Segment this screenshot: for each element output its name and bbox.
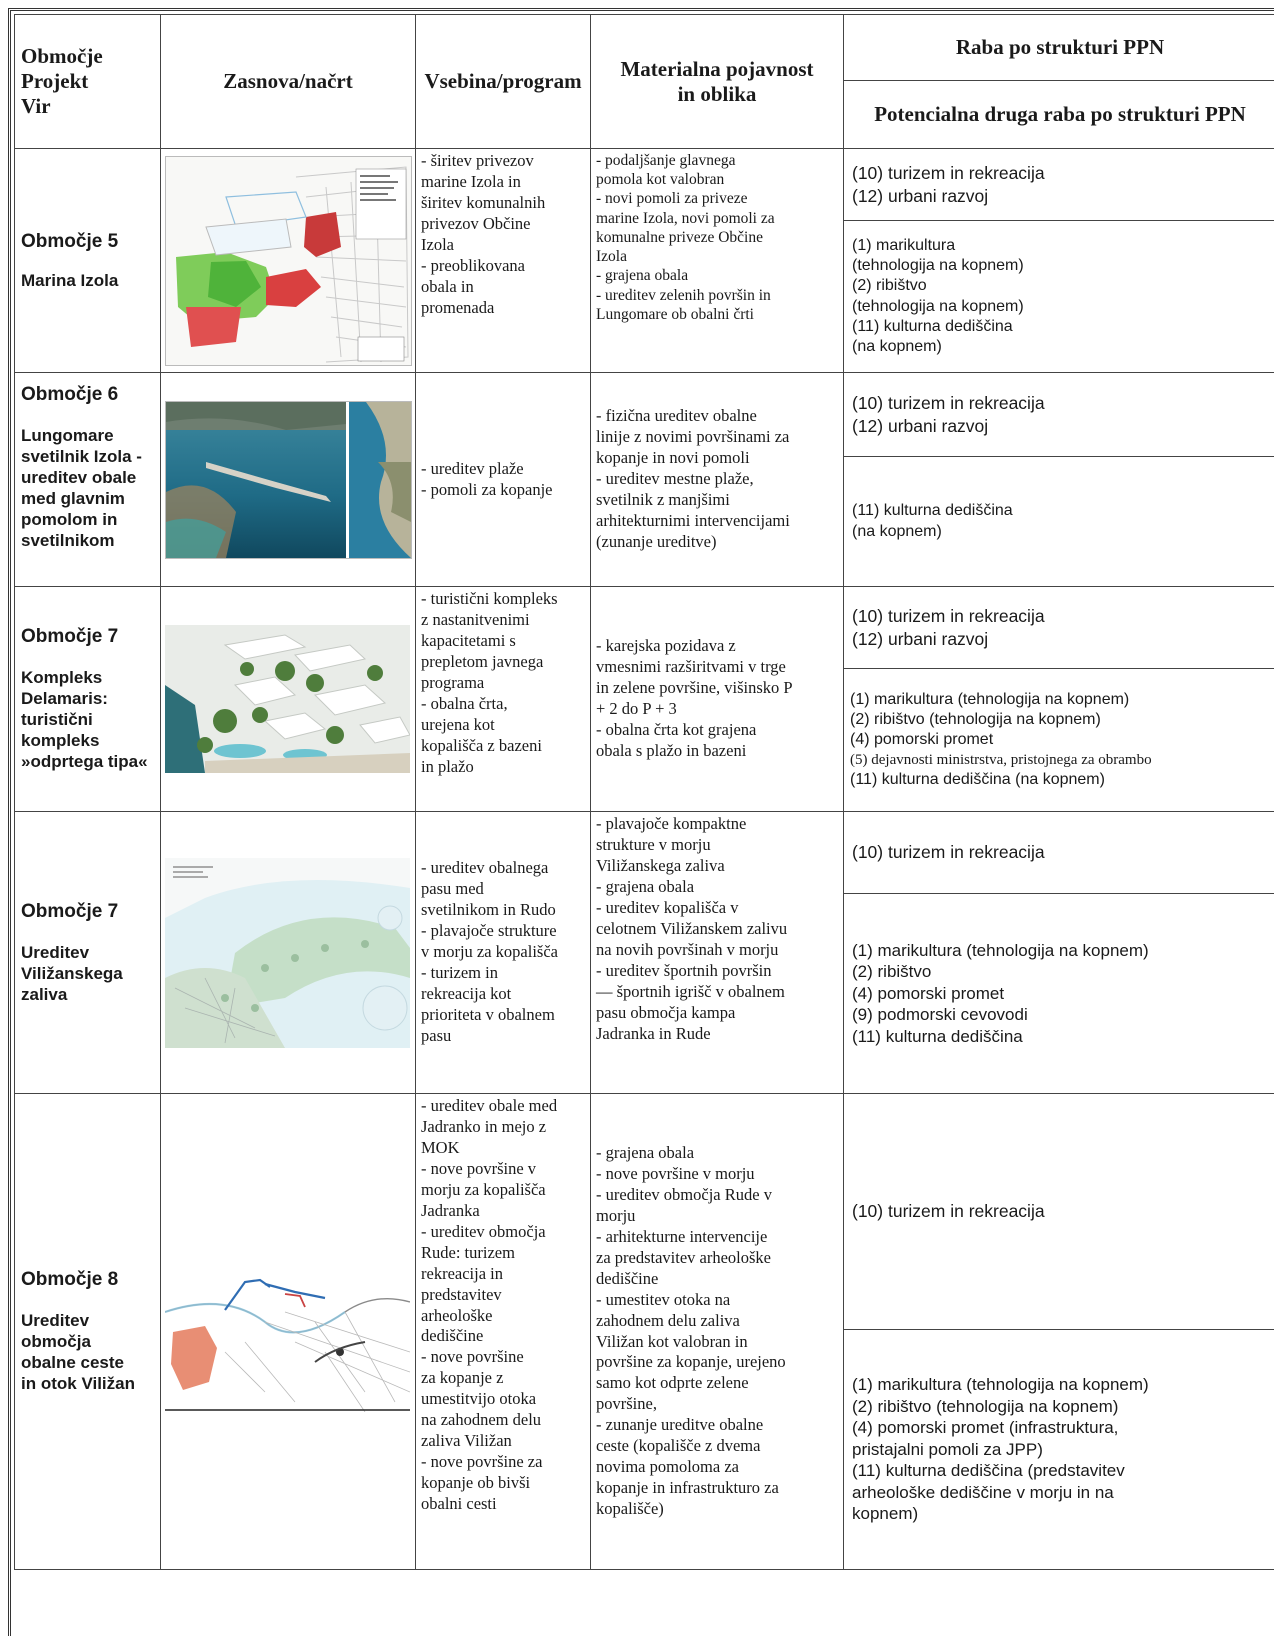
use-cell (844, 149, 1274, 221)
content-line: - nove površine (421, 1347, 524, 1367)
content-line: - preoblikovana (421, 255, 526, 275)
material-line: obala s plažo in bazeni (596, 740, 747, 760)
other-use-line: (na kopnem) (852, 522, 942, 540)
table-row (15, 1094, 1274, 1330)
material-line: — športnih igrišč v obalnem (596, 981, 785, 1001)
content-line: MOK (421, 1137, 460, 1157)
material-line: kopanje in novi pomoli (596, 448, 750, 468)
area-cell (15, 1094, 161, 1570)
table-row (15, 149, 1274, 221)
other-use-line: (2) ribištvo (tehnologija na kopnem) (852, 1396, 1119, 1416)
material-line: - ureditev območja Rude v (596, 1184, 772, 1204)
other-use-line: (4) pomorski promet (850, 731, 994, 749)
material-line: - podaljšanje glavnega (596, 152, 736, 169)
material-line: - umestitev otoka na (596, 1289, 731, 1309)
material-line: Viližan kot valobran in (596, 1331, 748, 1351)
content-line: - plavajoče strukture (421, 921, 557, 941)
other-use-line: (2) ribištvo (852, 277, 927, 295)
material-line: - grajena obala (596, 876, 695, 896)
content-line: prepletom javnega (421, 651, 544, 671)
content-line: rekreacija kot (421, 983, 512, 1003)
material-line: - zunanje ureditve obalne (596, 1415, 764, 1435)
area-subtitle-line: območja (21, 1332, 91, 1352)
other-use-line: (9) podmorski cevovodi (852, 1005, 1028, 1025)
other-use-line: (tehnologija na kopnem) (852, 297, 1024, 315)
material-line: Izola (596, 248, 627, 266)
content-line: Jadranko in mejo z (421, 1116, 547, 1136)
material-line: Viližanskega zaliva (596, 855, 725, 875)
content-line: - nove površine za (421, 1452, 543, 1472)
area-subtitle-line: Ureditev (21, 1311, 90, 1331)
coastline-sketch-icon (165, 1252, 410, 1412)
content-line: pasu (421, 1025, 452, 1045)
other-use-line: (5) dejavnosti ministrstva, pristojnega za obrambo (850, 751, 1152, 768)
header-area-line: Vir (21, 93, 51, 118)
material-line: - fizična ureditev obalne (596, 406, 757, 426)
material-line: - nove površine v morju (596, 1163, 755, 1183)
material-line: površine, (596, 1394, 657, 1414)
area-cell (15, 587, 161, 812)
site-plan-map-icon (165, 156, 412, 366)
use-cell (844, 812, 1274, 894)
material-line: - ureditev kopališča v (596, 897, 739, 917)
content-line: kapacitetami s (421, 630, 516, 650)
design-image-cell (161, 149, 416, 373)
other-use-line: (11) kulturna dediščina (852, 317, 1013, 335)
material-line: - arhitekturne intervencije (596, 1226, 768, 1246)
content-line: dediščine (421, 1326, 484, 1346)
other-use-line: arheološke dediščine v morju in na (852, 1482, 1114, 1502)
watercolor-plan-icon (165, 858, 410, 1048)
content-line: promenada (421, 297, 495, 317)
content-line: - turizem in (421, 962, 498, 982)
material-line: Jadranka in Rude (596, 1023, 711, 1043)
content-line: - nove površine v (421, 1158, 537, 1178)
content-line: z nastanitvenimi (421, 609, 530, 629)
projects-table (14, 14, 1274, 1570)
material-line: - ureditev mestne plaže, (596, 469, 754, 489)
area-title: Območje 8 (21, 1269, 119, 1291)
area-title: Območje 6 (21, 384, 119, 405)
material-line: in zelene površine, višinsko P (596, 678, 793, 698)
content-line: Jadranka (421, 1200, 480, 1220)
design-image-cell (161, 812, 416, 1094)
content-line: Rude: turizem (421, 1242, 515, 1262)
area-subtitle-line: pomolom in (21, 510, 118, 530)
use-cell (844, 373, 1274, 457)
content-line: na zahodnem delu (421, 1410, 542, 1430)
other-use-line: (2) ribištvo (852, 962, 932, 982)
material-line: - ureditev zelenih površin in (596, 286, 771, 304)
material-line: marine Izola, novi pomoli za (596, 209, 775, 227)
content-line: rekreacija in (421, 1263, 503, 1283)
content-line: v morju za kopališča (421, 942, 558, 962)
other-use-cell (844, 669, 1274, 812)
architectural-render-icon (165, 625, 410, 773)
use-cell (844, 1094, 1274, 1330)
content-line: kopanje ob bivši (421, 1473, 531, 1493)
material-line: - ureditev športnih površin (596, 960, 772, 980)
table-row (15, 587, 1274, 669)
material-line: pasu območja kampa (596, 1002, 736, 1022)
content-line: Izola (421, 234, 454, 254)
other-use-line: (11) kulturna dediščina (852, 502, 1013, 520)
other-use-line: (1) marikultura (tehnologija na kopnem) (852, 940, 1149, 960)
other-use-line: (1) marikultura (852, 236, 956, 254)
other-use-cell (844, 894, 1274, 1094)
material-line: (zunanje ureditve) (596, 531, 717, 551)
content-line: - turistični kompleks (421, 589, 558, 608)
content-line: - ureditev obalnega (421, 858, 549, 878)
material-line: - obalna črta kot grajena (596, 719, 757, 739)
content-line: prioriteta v obalnem (421, 1004, 555, 1024)
other-use-cell (844, 457, 1274, 587)
aerial-photo-icon (165, 401, 412, 559)
material-line: komunalne priveze Občine (596, 228, 763, 246)
content-line: umestitvijo otoka (421, 1389, 537, 1409)
area-subtitle-line: Lungomare (21, 425, 114, 445)
area-subtitle-line: med glavnim (21, 488, 125, 508)
content-line: marine Izola in (421, 171, 521, 191)
material-line: novima pomoloma za (596, 1457, 739, 1477)
area-subtitle-line: Ureditev (21, 942, 90, 962)
content-cell (416, 812, 591, 1094)
content-line: kopališča z bazeni (421, 735, 542, 755)
table-row (15, 373, 1274, 457)
other-use-line: (1) marikultura (tehnologija na kopnem) (852, 1374, 1149, 1394)
other-use-line: (4) pomorski promet (852, 983, 1005, 1003)
content-line: programa (421, 672, 485, 692)
area-subtitle-line: svetilnik Izola - (21, 446, 142, 466)
material-line: samo kot odprte zelene (596, 1373, 749, 1393)
content-line: - širitev privezov (421, 151, 534, 170)
header-other-use: Potencialna druga raba po strukturi PPN (844, 81, 1274, 149)
other-use-cell (844, 221, 1274, 373)
material-line: svetilnik z manjšimi (596, 489, 730, 509)
material-cell (591, 587, 844, 812)
use-line: (10) turizem in rekreacija (852, 162, 1045, 183)
other-use-line: (11) kulturna dediščina (852, 1026, 1023, 1046)
content-line: pasu med (421, 879, 484, 899)
material-line: ceste (kopališče z dvema (596, 1436, 761, 1456)
material-line: dediščine (596, 1268, 659, 1288)
content-line: morju za kopališča (421, 1179, 546, 1199)
area-subtitle-line: svetilnikom (21, 531, 115, 551)
design-image-cell (161, 373, 416, 587)
content-line: za kopanje z (421, 1368, 504, 1388)
content-line: širitev komunalnih (421, 192, 546, 212)
content-line: svetilnikom in Rudo (421, 900, 556, 920)
design-image-cell (161, 587, 416, 812)
other-use-line: (na kopnem) (852, 338, 942, 356)
header-area (15, 15, 161, 149)
header-row (15, 15, 1274, 81)
use-line: (10) turizem in rekreacija (852, 842, 1045, 863)
material-line: kopanje in infrastrukturo za (596, 1478, 779, 1498)
material-line: pomola kot valobran (596, 171, 725, 189)
use-cell (844, 587, 1274, 669)
area-subtitle: Marina Izola (21, 270, 119, 290)
area-subtitle-line: zaliva (21, 984, 68, 1004)
area-subtitle-line: obalne ceste (21, 1353, 124, 1373)
content-cell (416, 587, 591, 812)
material-line: kopališče) (596, 1499, 664, 1519)
other-use-line: (11) kulturna dediščina (na kopnem) (850, 770, 1105, 788)
table-row (15, 812, 1274, 894)
area-subtitle-line: ureditev obale (21, 467, 137, 487)
material-line: strukture v morju (596, 834, 711, 854)
content-line: in plažo (421, 756, 474, 776)
content-line: urejena kot (421, 714, 495, 734)
content-line: - pomoli za kopanje (421, 479, 553, 499)
area-subtitle-line: Delamaris: (21, 689, 108, 709)
content-line: - ureditev območja (421, 1221, 546, 1241)
content-cell (416, 149, 591, 373)
other-use-line: (1) marikultura (tehnologija na kopnem) (850, 690, 1130, 708)
area-title: Območje 5 (21, 231, 119, 253)
material-cell (591, 1094, 844, 1570)
area-cell (15, 373, 161, 587)
header-area-line: Območje (21, 44, 103, 69)
area-title: Območje 7 (21, 901, 119, 922)
other-use-line: (4) pomorski promet (infrastruktura, (852, 1418, 1119, 1438)
other-use-line: pristajalni pomoli za JPP) (852, 1439, 1043, 1459)
use-line: (10) turizem in rekreacija (852, 605, 1045, 626)
use-line: (12) urbani razvoj (852, 185, 989, 206)
material-line: arhitekturnimi intervencijami (596, 510, 790, 530)
content-line: - obalna črta, (421, 693, 508, 713)
material-line: linije z novimi površinami za (596, 427, 790, 447)
content-cell (416, 1094, 591, 1570)
material-line: na novih površinah v morju (596, 939, 779, 959)
content-cell (416, 373, 591, 587)
use-line: (10) turizem in rekreacija (852, 1201, 1045, 1222)
material-line: Lungomare ob obalni črti (596, 305, 754, 323)
content-line: obalni cesti (421, 1494, 497, 1514)
area-subtitle-line: »odprtega tipa« (21, 752, 148, 772)
content-line: arheološke (421, 1305, 493, 1325)
other-use-line: (tehnologija na kopnem) (852, 256, 1024, 274)
area-subtitle-line: kompleks (21, 731, 100, 751)
use-line: (12) urbani razvoj (852, 415, 989, 436)
header-content: Vsebina/program (416, 15, 591, 149)
content-line: privezov Občine (421, 213, 531, 233)
material-line: - grajena obala (596, 267, 689, 285)
material-line: - novi pomoli za priveze (596, 190, 748, 208)
area-cell (15, 812, 161, 1094)
material-line: površine za kopanje, urejeno (596, 1352, 786, 1372)
material-cell (591, 149, 844, 373)
area-cell (15, 149, 161, 373)
material-cell (591, 373, 844, 587)
header-material: Materialna pojavnost in oblika (591, 15, 844, 149)
use-line: (12) urbani razvoj (852, 628, 989, 649)
material-line: - karejska pozidava z (596, 636, 736, 656)
material-line: za predstavitev arheološke (596, 1247, 772, 1267)
use-line: (10) turizem in rekreacija (852, 392, 1045, 413)
material-line: - plavajoče kompaktne (596, 814, 747, 833)
design-image-cell (161, 1094, 416, 1570)
content-line: - ureditev obale med (421, 1096, 558, 1115)
content-line: predstavitev (421, 1284, 502, 1304)
content-line: zaliva Viližan (421, 1431, 512, 1451)
material-cell (591, 812, 844, 1094)
material-line: celotnem Viližanskem zalivu (596, 918, 788, 938)
area-subtitle-line: in otok Viližan (21, 1374, 135, 1394)
area-subtitle-line: turistični (21, 710, 93, 730)
other-use-cell (844, 1330, 1274, 1570)
other-use-line: (2) ribištvo (tehnologija na kopnem) (850, 711, 1101, 729)
other-use-line: kopnem) (852, 1504, 919, 1524)
material-line: - grajena obala (596, 1142, 695, 1162)
material-line: vmesnimi razširitvami v trge (596, 657, 786, 677)
header-use: Raba po strukturi PPN (844, 15, 1274, 81)
area-subtitle-line: Kompleks (21, 668, 103, 688)
material-line: zahodnem delu zaliva (596, 1310, 740, 1330)
area-subtitle-line: Viližanskega (21, 963, 123, 983)
content-line: - ureditev plaže (421, 458, 524, 478)
header-design: Zasnova/načrt (161, 15, 416, 149)
area-title: Območje 7 (21, 626, 119, 648)
content-line: obala in (421, 276, 474, 296)
material-line: morju (596, 1205, 636, 1225)
material-line: + 2 do P + 3 (596, 699, 677, 718)
header-area-line: Projekt (21, 69, 89, 94)
other-use-line: (11) kulturna dediščina (predstavitev (852, 1461, 1125, 1481)
